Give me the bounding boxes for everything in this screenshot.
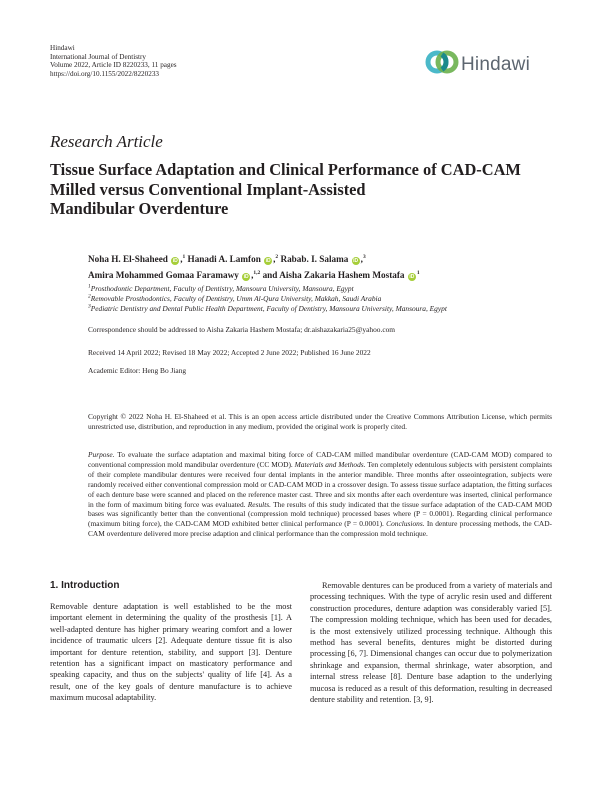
affiliation-number: 1 bbox=[88, 283, 91, 290]
article-type: Research Article bbox=[50, 132, 163, 151]
article-title bbox=[50, 160, 560, 219]
left-column bbox=[50, 580, 292, 704]
right-column bbox=[310, 580, 552, 705]
orcid-icon[interactable]: iD bbox=[409, 273, 415, 280]
academic-editor: Academic Editor: Heng Bo Jiang bbox=[88, 366, 187, 375]
author-name[interactable]: Noha H. El-Shaheed bbox=[88, 254, 168, 264]
affiliation-line bbox=[88, 294, 447, 304]
abstract-label: Results. bbox=[247, 499, 271, 509]
abstract-text: Ten completely edentulous subjects with persistent complaints of their complete mandibular dentures were received four dental implants in the anterior mandible. Three months after osseointegration, subjects were randomly received either conventional compression mold or CAD-CAM MOD in a crossover design. To assess tissue surface adaptation, the fitting surfaces of each denture base were scanned and placed on the reference master cast. Three and six months after each overdenture was inserted, clinical performance in the form of maximum biting force was evaluated. bbox=[88, 459, 552, 509]
affiliation-number: 2 bbox=[88, 293, 91, 300]
title-line: Milled versus Conventional Implant-Assisted bbox=[50, 179, 366, 199]
affiliation-ref: 1 bbox=[416, 269, 420, 276]
author-name[interactable]: Rabab. I. Salama bbox=[280, 254, 349, 264]
affiliation-text: Prosthodontic Department, Faculty of Dentistry, Mansoura University, Mansoura, Egypt bbox=[90, 284, 354, 293]
abstract-text: In denture processing methods, the CAD-CAM overdenture delivered more precise adaption and clinical performance than the compression mold technique. bbox=[88, 519, 553, 539]
hindawi-logo-icon bbox=[424, 44, 460, 80]
orcid-icon[interactable]: iD bbox=[243, 273, 249, 280]
affiliations bbox=[88, 284, 447, 313]
logo-text: Hindawi bbox=[461, 54, 530, 75]
section-heading: 1. Introduction bbox=[50, 580, 120, 591]
title-line: Tissue Surface Adaptation and Clinical Performance of CAD-CAM bbox=[50, 160, 521, 179]
affiliation-line bbox=[88, 284, 447, 294]
abstract-label: Conclusions. bbox=[386, 519, 425, 529]
abstract-label: Materials and Methods. bbox=[294, 459, 366, 469]
affiliation-number: 3 bbox=[88, 303, 91, 310]
hindawi-logo[interactable] bbox=[424, 44, 554, 86]
abstract-label: Purpose. bbox=[88, 450, 115, 459]
affiliation-ref: 1 bbox=[182, 253, 186, 260]
orcid-icon[interactable]: iD bbox=[353, 258, 359, 264]
abstract-text: The results of this study indicated that the tissue surface adaptation of the CAD-CAM MOD bases was significantly better than the conventional (compression mold technique) processed bases where (P = 0.0001). Regarding clinical performance (maximum biting force), the CAD-CAM MOD exhibited better clinical performance (P = 0.0001). bbox=[88, 499, 552, 529]
affiliation-ref: 2 bbox=[275, 253, 279, 260]
doi-link[interactable]: https://doi.org/10.1155/2022/8220233 bbox=[50, 69, 160, 78]
affiliation-text: Pediatric Dentistry and Dental Public Health Department, Faculty of Dentistry, Mansoura University, Mansoura, Egypt bbox=[90, 303, 447, 313]
publication-dates: Received 14 April 2022; Revised 18 May 2022; Accepted 2 June 2022; Published 16 June 2022 bbox=[88, 348, 371, 357]
author-conjunction: and bbox=[262, 269, 278, 280]
copyright-notice: Copyright © 2022 Noha H. El-Shaheed et al. This is an open access article distributed under the Creative Commons Attribution License, which permits unrestricted use, distribution, and reproduction in any medium, provided the original work is properly cited. bbox=[88, 412, 552, 431]
journal-name: International Journal of Dentistry bbox=[50, 52, 147, 61]
body-paragraph: Removable dentures can be produced from a variety of materials and processing techniques. With the type of acrylic resin used and different construction procedures, denture adaption was considerably varied [5]. The compression molding technique, which has been used for decades, is the most extensively utilized processing technique. Although this method has several benefits, dentures might be distorted during processing [6, 7]. Dimensional changes can occur due to polymerization shrinkage and expansion, thermal shrinkage, water absorption, and internal stress release [8]. Denture base adaption to the underlying mucosa is reduced as a result of this deformation, resulting in decreased denture stability and retention. [3, 9]. bbox=[310, 581, 552, 705]
author-name[interactable]: Amira Mohammed Gomaa Faramawy bbox=[88, 269, 239, 280]
author-list: Noha H. El-Shaheed iD ,$^1$ Hanadi A. Lamfon iD ,$^2$ Rabab. I. Salama iD ,$^3$ Amira Mohammed Gomaa Faramawy iD ,$^{1,2}$ and Aisha Zakaria Hashem Mostafa $iD^1$ bbox=[88, 253, 420, 280]
abstract bbox=[88, 450, 552, 539]
abstract-text: To evaluate the surface adaptation and maximal biting force of CAD-CAM milled mandibular overdenture (CAD-CAM MOD) compared to conventional compression mold mandibular overdenture (CC MOD). bbox=[88, 450, 552, 469]
title-line: Mandibular Overdenture bbox=[50, 199, 229, 218]
journal-meta bbox=[50, 44, 177, 78]
author-name[interactable]: Aisha Zakaria Hashem Mostafa bbox=[279, 269, 405, 280]
affiliation-text: Removable Prosthodontics, Faculty of Dentistry, Umm Al-Qura University, Makkah, Saudi Arabia bbox=[90, 293, 382, 303]
publisher-name: Hindawi bbox=[50, 44, 75, 52]
orcid-icon[interactable]: iD bbox=[265, 258, 271, 264]
affiliation-line bbox=[88, 304, 447, 314]
volume-info: Volume 2022, Article ID 8220233, 11 pages bbox=[50, 61, 177, 70]
author-name[interactable]: Hanadi A. Lamfon bbox=[187, 254, 261, 264]
affiliation-ref: 3 bbox=[362, 253, 366, 260]
affiliation-ref: 1,2 bbox=[253, 269, 261, 276]
orcid-icon[interactable]: iD bbox=[172, 258, 178, 264]
body-paragraph: Removable denture adaptation is well established to be the most important element in determining the quality of the prosthesis [1]. A well-adapted denture has higher primary wearing comfort and a lower incidence of traumatic ulcers [2]. Adequate denture tissue fit is also important for denture retention, stability, and support [3]. Denture retention has a significant impact on masticatory performance and speaking capacity, and thus on the subjects' quality of life [4]. As a result, one of the key goals of denture manufacture is to achieve maximum mucosal adaptability. bbox=[50, 602, 292, 703]
correspondence: Correspondence should be addressed to Aisha Zakaria Hashem Mostafa; dr.aishazakaria25@yahoo.com bbox=[88, 325, 396, 334]
